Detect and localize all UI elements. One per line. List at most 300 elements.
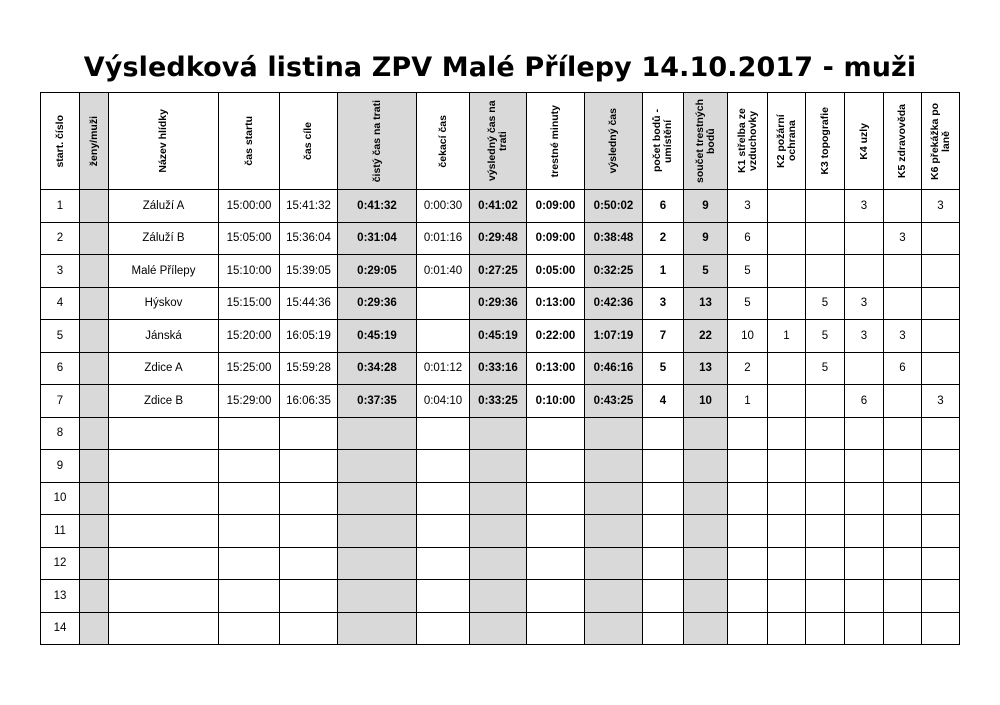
cell-k4-knots: 3 bbox=[845, 287, 884, 320]
cell-penalty-points-sum: 13 bbox=[684, 352, 728, 385]
cell-k1-airgun: 5 bbox=[728, 287, 768, 320]
cell-finish-time bbox=[280, 580, 338, 613]
cell-net-time: 0:29:05 bbox=[338, 255, 417, 288]
cell-rank-points: 7 bbox=[643, 320, 684, 353]
cell-finish-time: 16:05:19 bbox=[280, 320, 338, 353]
cell-penalty-points-sum: 5 bbox=[684, 255, 728, 288]
cell-gender bbox=[80, 580, 109, 613]
cell-net-time bbox=[338, 580, 417, 613]
cell-team-name: Malé Přílepy bbox=[109, 255, 219, 288]
cell-gender bbox=[80, 482, 109, 515]
cell-net-time: 0:34:28 bbox=[338, 352, 417, 385]
cell-k5-first-aid bbox=[884, 287, 922, 320]
cell-k6-rope-obstacle bbox=[922, 287, 960, 320]
cell-start-number: 10 bbox=[41, 482, 80, 515]
table-row bbox=[41, 320, 960, 353]
cell-start-number: 9 bbox=[41, 450, 80, 483]
header-rank-points bbox=[643, 93, 684, 190]
cell-course-time: 0:45:19 bbox=[470, 320, 527, 353]
cell-finish-time bbox=[280, 417, 338, 450]
cell-finish-time: 15:36:04 bbox=[280, 222, 338, 255]
cell-k2-fire-protection bbox=[768, 547, 806, 580]
cell-k2-fire-protection bbox=[768, 222, 806, 255]
cell-start-time bbox=[219, 580, 280, 613]
cell-net-time bbox=[338, 417, 417, 450]
cell-k4-knots bbox=[845, 515, 884, 548]
header-label: čas startu bbox=[242, 116, 255, 166]
cell-k2-fire-protection bbox=[768, 482, 806, 515]
cell-rank-points bbox=[643, 515, 684, 548]
header-label: ženy/muži bbox=[87, 115, 100, 167]
cell-k4-knots bbox=[845, 547, 884, 580]
header-label: K1 střelba ze vzduchovky bbox=[735, 108, 759, 174]
cell-result-time: 0:32:25 bbox=[585, 255, 643, 288]
cell-waiting-time: 0:01:16 bbox=[417, 222, 470, 255]
header-waiting-time bbox=[417, 93, 470, 190]
cell-k4-knots bbox=[845, 580, 884, 613]
cell-k5-first-aid bbox=[884, 385, 922, 418]
cell-k2-fire-protection: 1 bbox=[768, 320, 806, 353]
cell-penalty-minutes bbox=[527, 515, 585, 548]
cell-finish-time: 15:41:32 bbox=[280, 190, 338, 223]
cell-team-name bbox=[109, 580, 219, 613]
table-row bbox=[41, 417, 960, 450]
cell-course-time bbox=[470, 450, 527, 483]
table-row bbox=[41, 222, 960, 255]
header-team-name bbox=[109, 93, 219, 190]
cell-penalty-points-sum bbox=[684, 417, 728, 450]
cell-k5-first-aid bbox=[884, 580, 922, 613]
cell-k3-topography: 5 bbox=[806, 320, 845, 353]
cell-k4-knots bbox=[845, 222, 884, 255]
cell-penalty-points-sum bbox=[684, 450, 728, 483]
cell-penalty-points-sum bbox=[684, 580, 728, 613]
cell-start-time: 15:00:00 bbox=[219, 190, 280, 223]
cell-start-number: 3 bbox=[41, 255, 80, 288]
cell-k3-topography bbox=[806, 385, 845, 418]
cell-gender bbox=[80, 450, 109, 483]
cell-gender bbox=[80, 190, 109, 223]
cell-net-time bbox=[338, 612, 417, 645]
cell-k4-knots bbox=[845, 612, 884, 645]
cell-penalty-points-sum: 9 bbox=[684, 222, 728, 255]
cell-penalty-minutes: 0:09:00 bbox=[527, 222, 585, 255]
cell-start-time: 15:25:00 bbox=[219, 352, 280, 385]
cell-k5-first-aid bbox=[884, 547, 922, 580]
cell-gender bbox=[80, 417, 109, 450]
cell-k5-first-aid bbox=[884, 450, 922, 483]
header-label: výsledný čas na trati bbox=[486, 100, 509, 182]
cell-k4-knots bbox=[845, 352, 884, 385]
cell-k6-rope-obstacle bbox=[922, 222, 960, 255]
cell-k6-rope-obstacle: 3 bbox=[922, 190, 960, 223]
header-label: počet bodů - umístění bbox=[651, 109, 674, 173]
cell-penalty-points-sum: 22 bbox=[684, 320, 728, 353]
cell-k5-first-aid bbox=[884, 255, 922, 288]
cell-k1-airgun: 6 bbox=[728, 222, 768, 255]
cell-start-time: 15:15:00 bbox=[219, 287, 280, 320]
cell-k4-knots: 3 bbox=[845, 320, 884, 353]
cell-k3-topography bbox=[806, 580, 845, 613]
cell-penalty-minutes bbox=[527, 450, 585, 483]
cell-start-number: 4 bbox=[41, 287, 80, 320]
cell-course-time bbox=[470, 515, 527, 548]
cell-team-name bbox=[109, 515, 219, 548]
cell-rank-points: 4 bbox=[643, 385, 684, 418]
cell-start-time bbox=[219, 547, 280, 580]
cell-rank-points: 2 bbox=[643, 222, 684, 255]
header-label: K3 topografie bbox=[818, 107, 831, 175]
header-label: výsledný čas bbox=[607, 108, 619, 174]
cell-rank-points bbox=[643, 482, 684, 515]
cell-k6-rope-obstacle bbox=[922, 547, 960, 580]
cell-k6-rope-obstacle bbox=[922, 320, 960, 353]
cell-k4-knots bbox=[845, 450, 884, 483]
cell-k6-rope-obstacle bbox=[922, 612, 960, 645]
header-row bbox=[41, 93, 960, 190]
header-finish-time bbox=[280, 93, 338, 190]
cell-team-name bbox=[109, 547, 219, 580]
cell-penalty-minutes: 0:09:00 bbox=[527, 190, 585, 223]
cell-k2-fire-protection bbox=[768, 417, 806, 450]
cell-k1-airgun: 2 bbox=[728, 352, 768, 385]
cell-start-time: 15:10:00 bbox=[219, 255, 280, 288]
page-title: Výsledková listina ZPV Malé Přílepy 14.10.2017 - muži bbox=[83, 52, 917, 83]
cell-rank-points bbox=[643, 450, 684, 483]
cell-penalty-minutes bbox=[527, 547, 585, 580]
cell-k2-fire-protection bbox=[768, 190, 806, 223]
cell-result-time: 1:07:19 bbox=[585, 320, 643, 353]
cell-penalty-points-sum bbox=[684, 482, 728, 515]
cell-start-time bbox=[219, 515, 280, 548]
cell-rank-points: 6 bbox=[643, 190, 684, 223]
cell-start-time: 15:20:00 bbox=[219, 320, 280, 353]
cell-penalty-minutes: 0:13:00 bbox=[527, 352, 585, 385]
cell-gender bbox=[80, 352, 109, 385]
cell-k1-airgun: 5 bbox=[728, 255, 768, 288]
cell-waiting-time bbox=[417, 417, 470, 450]
cell-k5-first-aid: 6 bbox=[884, 352, 922, 385]
cell-start-number: 12 bbox=[41, 547, 80, 580]
cell-k6-rope-obstacle bbox=[922, 352, 960, 385]
cell-gender bbox=[80, 547, 109, 580]
table-row bbox=[41, 287, 960, 320]
cell-waiting-time: 0:04:10 bbox=[417, 385, 470, 418]
header-start-time bbox=[219, 93, 280, 190]
cell-start-number: 1 bbox=[41, 190, 80, 223]
header-k1-airgun bbox=[728, 93, 768, 190]
header-label: K2 požární ochrana bbox=[774, 114, 798, 168]
cell-k4-knots bbox=[845, 482, 884, 515]
cell-penalty-points-sum: 10 bbox=[684, 385, 728, 418]
cell-penalty-minutes: 0:13:00 bbox=[527, 287, 585, 320]
cell-k5-first-aid: 3 bbox=[884, 222, 922, 255]
cell-k2-fire-protection bbox=[768, 450, 806, 483]
cell-team-name bbox=[109, 482, 219, 515]
cell-net-time: 0:41:32 bbox=[338, 190, 417, 223]
cell-k4-knots bbox=[845, 417, 884, 450]
cell-k4-knots bbox=[845, 255, 884, 288]
cell-finish-time: 15:44:36 bbox=[280, 287, 338, 320]
cell-result-time: 0:43:25 bbox=[585, 385, 643, 418]
results-table bbox=[40, 92, 960, 645]
cell-waiting-time bbox=[417, 612, 470, 645]
cell-start-time bbox=[219, 417, 280, 450]
cell-k6-rope-obstacle bbox=[922, 580, 960, 613]
table-row bbox=[41, 547, 960, 580]
cell-k3-topography bbox=[806, 190, 845, 223]
cell-finish-time bbox=[280, 482, 338, 515]
cell-k1-airgun: 3 bbox=[728, 190, 768, 223]
cell-result-time: 0:42:36 bbox=[585, 287, 643, 320]
cell-k1-airgun bbox=[728, 515, 768, 548]
cell-rank-points bbox=[643, 417, 684, 450]
cell-k1-airgun bbox=[728, 580, 768, 613]
cell-result-time bbox=[585, 515, 643, 548]
cell-k1-airgun: 10 bbox=[728, 320, 768, 353]
table-row bbox=[41, 190, 960, 223]
cell-result-time bbox=[585, 547, 643, 580]
cell-k2-fire-protection bbox=[768, 385, 806, 418]
header-label: K4 uzly bbox=[857, 122, 870, 160]
cell-k6-rope-obstacle bbox=[922, 482, 960, 515]
cell-finish-time: 15:59:28 bbox=[280, 352, 338, 385]
header-gender bbox=[80, 93, 109, 190]
cell-k1-airgun bbox=[728, 612, 768, 645]
cell-penalty-minutes: 0:22:00 bbox=[527, 320, 585, 353]
cell-k2-fire-protection bbox=[768, 515, 806, 548]
table-row bbox=[41, 612, 960, 645]
cell-rank-points: 1 bbox=[643, 255, 684, 288]
cell-gender bbox=[80, 385, 109, 418]
cell-k1-airgun bbox=[728, 450, 768, 483]
cell-net-time: 0:45:19 bbox=[338, 320, 417, 353]
cell-team-name bbox=[109, 417, 219, 450]
cell-k3-topography: 5 bbox=[806, 287, 845, 320]
cell-penalty-minutes bbox=[527, 417, 585, 450]
cell-net-time bbox=[338, 547, 417, 580]
cell-start-time: 15:05:00 bbox=[219, 222, 280, 255]
cell-k2-fire-protection bbox=[768, 612, 806, 645]
cell-start-time bbox=[219, 612, 280, 645]
cell-k5-first-aid bbox=[884, 515, 922, 548]
cell-course-time bbox=[470, 547, 527, 580]
table-row bbox=[41, 255, 960, 288]
cell-k3-topography bbox=[806, 450, 845, 483]
cell-net-time: 0:31:04 bbox=[338, 222, 417, 255]
cell-result-time bbox=[585, 417, 643, 450]
cell-course-time: 0:41:02 bbox=[470, 190, 527, 223]
cell-k3-topography bbox=[806, 417, 845, 450]
header-k4-knots bbox=[845, 93, 884, 190]
cell-waiting-time: 0:01:12 bbox=[417, 352, 470, 385]
cell-k5-first-aid bbox=[884, 482, 922, 515]
cell-team-name: Zdice B bbox=[109, 385, 219, 418]
cell-k6-rope-obstacle: 3 bbox=[922, 385, 960, 418]
cell-rank-points bbox=[643, 580, 684, 613]
table-row bbox=[41, 580, 960, 613]
cell-start-number: 6 bbox=[41, 352, 80, 385]
cell-k3-topography: 5 bbox=[806, 352, 845, 385]
cell-k1-airgun: 1 bbox=[728, 385, 768, 418]
cell-k6-rope-obstacle bbox=[922, 417, 960, 450]
cell-course-time bbox=[470, 482, 527, 515]
cell-k3-topography bbox=[806, 255, 845, 288]
cell-k5-first-aid bbox=[884, 612, 922, 645]
cell-result-time: 0:46:16 bbox=[585, 352, 643, 385]
cell-k2-fire-protection bbox=[768, 352, 806, 385]
cell-k2-fire-protection bbox=[768, 255, 806, 288]
header-label: součet trestných bodů bbox=[693, 98, 717, 184]
cell-result-time: 0:50:02 bbox=[585, 190, 643, 223]
header-label: K5 zdravověda bbox=[896, 103, 908, 179]
cell-k3-topography bbox=[806, 612, 845, 645]
cell-waiting-time: 0:01:40 bbox=[417, 255, 470, 288]
cell-result-time bbox=[585, 612, 643, 645]
cell-rank-points bbox=[643, 547, 684, 580]
cell-start-number: 13 bbox=[41, 580, 80, 613]
cell-finish-time bbox=[280, 450, 338, 483]
cell-course-time bbox=[470, 417, 527, 450]
cell-k4-knots: 6 bbox=[845, 385, 884, 418]
cell-course-time: 0:27:25 bbox=[470, 255, 527, 288]
cell-gender bbox=[80, 255, 109, 288]
cell-gender bbox=[80, 612, 109, 645]
cell-finish-time bbox=[280, 612, 338, 645]
cell-k1-airgun bbox=[728, 482, 768, 515]
cell-rank-points: 5 bbox=[643, 352, 684, 385]
cell-waiting-time bbox=[417, 482, 470, 515]
cell-k5-first-aid bbox=[884, 190, 922, 223]
cell-team-name: Zdice A bbox=[109, 352, 219, 385]
cell-start-number: 5 bbox=[41, 320, 80, 353]
table-row bbox=[41, 450, 960, 483]
cell-waiting-time bbox=[417, 450, 470, 483]
cell-start-number: 14 bbox=[41, 612, 80, 645]
cell-rank-points bbox=[643, 612, 684, 645]
cell-k3-topography bbox=[806, 222, 845, 255]
cell-waiting-time bbox=[417, 580, 470, 613]
table-row bbox=[41, 515, 960, 548]
cell-k2-fire-protection bbox=[768, 580, 806, 613]
header-course-time bbox=[470, 93, 527, 190]
header-label: trestné minuty bbox=[549, 104, 561, 178]
table-row bbox=[41, 352, 960, 385]
cell-start-number: 7 bbox=[41, 385, 80, 418]
cell-course-time: 0:33:16 bbox=[470, 352, 527, 385]
cell-gender bbox=[80, 287, 109, 320]
cell-start-number: 8 bbox=[41, 417, 80, 450]
table-row bbox=[41, 385, 960, 418]
header-label: K6 překážka po laně bbox=[928, 102, 952, 180]
cell-finish-time bbox=[280, 515, 338, 548]
header-label: start. číslo bbox=[53, 114, 66, 168]
cell-start-number: 2 bbox=[41, 222, 80, 255]
cell-net-time: 0:37:35 bbox=[338, 385, 417, 418]
cell-k3-topography bbox=[806, 482, 845, 515]
cell-k1-airgun bbox=[728, 547, 768, 580]
cell-waiting-time bbox=[417, 547, 470, 580]
cell-team-name: Jánská bbox=[109, 320, 219, 353]
cell-k5-first-aid: 3 bbox=[884, 320, 922, 353]
cell-result-time bbox=[585, 450, 643, 483]
cell-course-time bbox=[470, 580, 527, 613]
cell-result-time bbox=[585, 482, 643, 515]
cell-net-time bbox=[338, 515, 417, 548]
cell-finish-time: 16:06:35 bbox=[280, 385, 338, 418]
cell-penalty-minutes: 0:05:00 bbox=[527, 255, 585, 288]
cell-penalty-minutes bbox=[527, 580, 585, 613]
cell-course-time: 0:33:25 bbox=[470, 385, 527, 418]
cell-start-time bbox=[219, 450, 280, 483]
cell-k4-knots: 3 bbox=[845, 190, 884, 223]
cell-team-name bbox=[109, 450, 219, 483]
cell-result-time: 0:38:48 bbox=[585, 222, 643, 255]
cell-k2-fire-protection bbox=[768, 287, 806, 320]
cell-k6-rope-obstacle bbox=[922, 515, 960, 548]
header-penalty-points-sum bbox=[684, 93, 728, 190]
cell-penalty-points-sum bbox=[684, 515, 728, 548]
header-result-time bbox=[585, 93, 643, 190]
cell-waiting-time: 0:00:30 bbox=[417, 190, 470, 223]
cell-penalty-minutes bbox=[527, 482, 585, 515]
cell-penalty-points-sum bbox=[684, 547, 728, 580]
cell-penalty-minutes bbox=[527, 612, 585, 645]
cell-k5-first-aid bbox=[884, 417, 922, 450]
cell-start-time: 15:29:00 bbox=[219, 385, 280, 418]
cell-result-time bbox=[585, 580, 643, 613]
cell-gender bbox=[80, 222, 109, 255]
cell-net-time: 0:29:36 bbox=[338, 287, 417, 320]
cell-waiting-time bbox=[417, 515, 470, 548]
header-k5-first-aid bbox=[884, 93, 922, 190]
cell-penalty-points-sum bbox=[684, 612, 728, 645]
cell-gender bbox=[80, 320, 109, 353]
cell-finish-time: 15:39:05 bbox=[280, 255, 338, 288]
header-penalty-minutes bbox=[527, 93, 585, 190]
cell-k6-rope-obstacle bbox=[922, 450, 960, 483]
cell-course-time bbox=[470, 612, 527, 645]
header-k2-fire-protection bbox=[768, 93, 806, 190]
cell-finish-time bbox=[280, 547, 338, 580]
header-label: čas cíle bbox=[302, 122, 314, 160]
cell-k3-topography bbox=[806, 515, 845, 548]
cell-penalty-points-sum: 9 bbox=[684, 190, 728, 223]
header-k6-rope-obstacle bbox=[922, 93, 960, 190]
cell-k1-airgun bbox=[728, 417, 768, 450]
cell-k3-topography bbox=[806, 547, 845, 580]
header-start-number bbox=[41, 93, 80, 190]
header-label: čistý čas na trati bbox=[370, 99, 383, 183]
table-row bbox=[41, 482, 960, 515]
header-label: Název hlídky bbox=[157, 109, 169, 173]
cell-course-time: 0:29:48 bbox=[470, 222, 527, 255]
cell-team-name: Hýskov bbox=[109, 287, 219, 320]
header-k3-topography bbox=[806, 93, 845, 190]
cell-gender bbox=[80, 515, 109, 548]
cell-team-name: Záluží A bbox=[109, 190, 219, 223]
cell-rank-points: 3 bbox=[643, 287, 684, 320]
header-label: čekací čas bbox=[436, 114, 449, 168]
cell-penalty-points-sum: 13 bbox=[684, 287, 728, 320]
cell-team-name bbox=[109, 612, 219, 645]
cell-waiting-time bbox=[417, 320, 470, 353]
cell-k6-rope-obstacle bbox=[922, 255, 960, 288]
cell-start-number: 11 bbox=[41, 515, 80, 548]
cell-waiting-time bbox=[417, 287, 470, 320]
cell-net-time bbox=[338, 450, 417, 483]
cell-penalty-minutes: 0:10:00 bbox=[527, 385, 585, 418]
